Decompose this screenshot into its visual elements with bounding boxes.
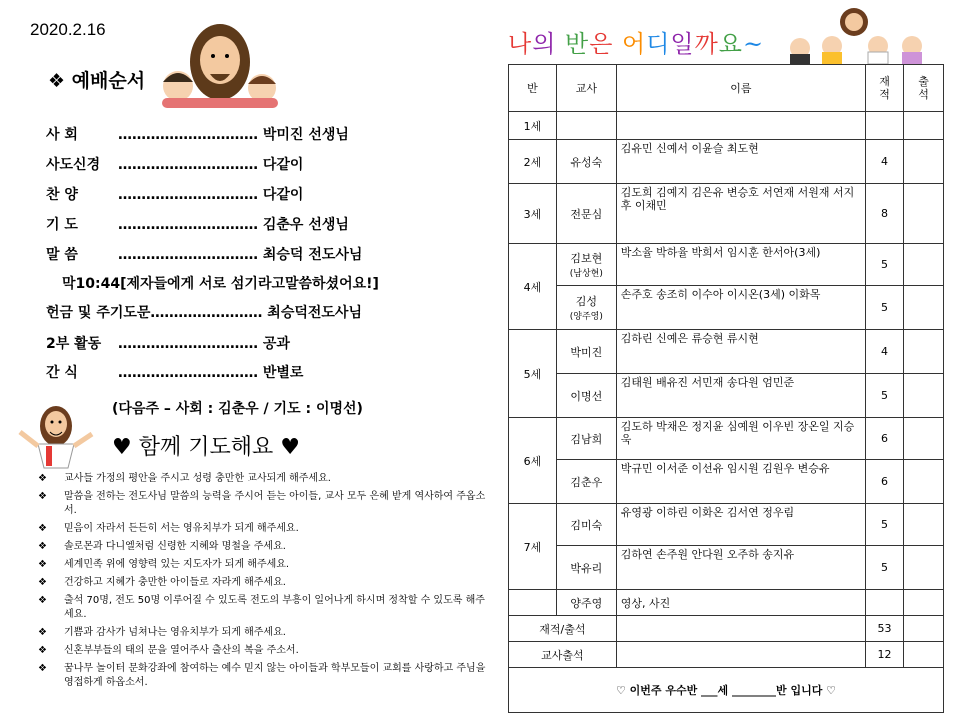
class-names: 박소율 박하율 박희서 임시훈 한서아(3세) xyxy=(616,244,865,286)
class-count: 5 xyxy=(866,504,904,546)
table-row xyxy=(509,504,944,546)
enrolled-label: 재적/출석 xyxy=(509,616,617,642)
table-row xyxy=(509,418,944,460)
order-value: 최승덕전도사님 xyxy=(267,305,362,321)
table-row xyxy=(509,546,944,590)
prayer-item: ❖ 믿음이 자라서 든든히 서는 영유치부가 되게 해주세요. xyxy=(38,522,299,534)
sermon-verse: 막10:44[제자들에게 서로 섬기라고말씀하셨어요!] xyxy=(62,276,379,292)
order-row-prayer: 기 도 ………………………… 김춘우 선생님 xyxy=(46,214,349,234)
class-count: 4 xyxy=(866,330,904,374)
class-table xyxy=(508,64,944,713)
order-row-snack: 간 식 ………………………… 반별로 xyxy=(46,362,303,382)
class-teacher: 양주영 xyxy=(556,590,616,616)
header-ban: 반 xyxy=(509,65,557,112)
class-ban: 7세 xyxy=(509,504,557,590)
diamond-bullet-icon: ❖ xyxy=(38,558,47,570)
table-row xyxy=(509,112,944,140)
worship-order-title-text: 예배순서 xyxy=(71,70,146,92)
order-value: 다같이 xyxy=(262,157,304,173)
teacher-attend-total: 12 xyxy=(866,642,904,668)
class-names: 김태원 배유진 서민재 송다원 엄민준 xyxy=(616,374,865,418)
diamond-bullet-icon: ❖ xyxy=(38,473,47,484)
jesus-running-illustration xyxy=(14,402,96,472)
order-value: 반별로 xyxy=(262,365,304,381)
class-ban: 2세 xyxy=(509,140,557,184)
table-row xyxy=(509,590,944,616)
prayer-item: ❖ 출석 70명, 전도 50명 이루어질 수 있도록 전도의 부흥이 일어나게 하시며 정착할 수 있도록 해주세요. xyxy=(38,595,485,620)
class-teacher: 김춘우 xyxy=(556,460,616,504)
order-row-praise: 찬 양 ………………………… 다같이 xyxy=(46,184,303,204)
class-names: 유영광 이하린 이화온 김서연 정우림 xyxy=(616,504,865,546)
class-names: 손주호 송조히 이수아 이시온(3세) 이화목 xyxy=(616,286,865,330)
table-row xyxy=(509,374,944,418)
diamond-bullet-icon: ❖ xyxy=(38,626,47,638)
class-count: 5 xyxy=(866,244,904,286)
class-teacher: 유성숙 xyxy=(556,140,616,184)
class-names: 김하연 손주원 안다원 오주하 송지유 xyxy=(616,546,865,590)
diamond-bullet-icon: ❖ xyxy=(38,522,47,534)
header-attend: 출석 xyxy=(904,65,944,112)
kids-illustration xyxy=(786,4,946,64)
teacher-attend-row xyxy=(509,642,944,668)
prayer-item: ❖ 기쁨과 감사가 넘쳐나는 영유치부가 되게 해주세요. xyxy=(38,626,286,638)
order-value: 다같이 xyxy=(262,187,304,203)
order-value: 박미진 선생님 xyxy=(262,127,349,143)
order-label: 찬 양 xyxy=(46,187,78,203)
order-label: 말 씀 xyxy=(46,247,78,263)
diamond-bullet-icon: ❖ xyxy=(38,663,47,675)
jesus-children-illustration xyxy=(150,18,285,110)
prayer-item: ❖ 세계민족 위에 영향력 있는 지도자가 되게 해주세요. xyxy=(38,558,290,570)
bulletin-date: 2020.2.16 xyxy=(30,20,106,39)
class-ban: 5세 xyxy=(509,330,557,418)
class-names: 김도하 박채은 정지윤 심예원 이우빈 장온일 지승욱 xyxy=(616,418,865,460)
order-label: 2부 활동 xyxy=(46,336,102,352)
class-names: 영상, 사진 xyxy=(616,590,865,616)
order-label: 사도신경 xyxy=(46,157,101,173)
table-header-row xyxy=(509,65,944,112)
order-row-creed: 사도신경 ………………………… 다같이 xyxy=(46,154,303,174)
class-count: 5 xyxy=(866,286,904,330)
table-row xyxy=(509,140,944,184)
order-value: 최승덕 전도사님 xyxy=(262,247,363,263)
class-ban: 6세 xyxy=(509,418,557,504)
class-count: 6 xyxy=(866,460,904,504)
diamond-bullet-icon: ❖ xyxy=(38,595,47,607)
class-teacher: 이명선 xyxy=(556,374,616,418)
class-teacher: 전문심 xyxy=(556,184,616,244)
order-row-host: 사 회 ………………………… 박미진 선생님 xyxy=(46,124,349,144)
class-names: 김하린 신예은 류승현 류시현 xyxy=(616,330,865,374)
class-count: 5 xyxy=(866,546,904,590)
prayer-item: ❖ 솔로몬과 다니엘처럼 신령한 지혜와 명철을 주세요. xyxy=(38,540,286,552)
teacher-attend-label: 교사출석 xyxy=(509,642,617,668)
prayer-item: ❖ 신혼부부들의 태의 문을 열어주사 출산의 복을 주소서. xyxy=(38,644,299,656)
order-label: 간 식 xyxy=(46,365,78,381)
enrolled-total: 53 xyxy=(866,616,904,642)
order-label: 사 회 xyxy=(46,127,78,143)
class-count: 4 xyxy=(866,140,904,184)
class-names: 박규민 이서준 이선유 임시원 김원우 변승유 xyxy=(616,460,865,504)
class-count: 5 xyxy=(866,374,904,418)
header-teacher: 교사 xyxy=(556,65,616,112)
class-teacher: 박유리 xyxy=(556,546,616,590)
prayer-list xyxy=(38,472,488,694)
class-teacher: 김보현 (남상현) xyxy=(556,244,616,286)
class-names: 김도희 김예지 김은유 변승호 서연재 서원재 서지후 이채민 xyxy=(616,184,865,244)
class-teacher: 김남희 xyxy=(556,418,616,460)
prayer-item: ❖ 건강하고 지혜가 충만한 아이들로 자라게 해주세요. xyxy=(38,577,286,589)
class-ban: 1세 xyxy=(509,112,557,140)
class-teacher: 김성 (양주영) xyxy=(556,286,616,330)
enrolled-total-row xyxy=(509,616,944,642)
class-ban: 3세 xyxy=(509,184,557,244)
best-class-row xyxy=(509,668,944,713)
diamond-bullet-icon: ❖ xyxy=(38,540,47,552)
table-row xyxy=(509,184,944,244)
table-row xyxy=(509,244,944,286)
table-row xyxy=(509,460,944,504)
diamond-bullet-icon: ❖ xyxy=(38,577,47,589)
next-week-note: (다음주 – 사회 : 김춘우 / 기도 : 이명선) xyxy=(112,401,363,417)
order-value: 공과 xyxy=(262,336,290,352)
class-ban: 4세 xyxy=(509,244,557,330)
diamond-bullet-icon: ❖ xyxy=(48,70,66,92)
class-section-title: 나의 반은 어디일까요~ xyxy=(508,30,765,58)
prayer-item: ❖ 말씀을 전하는 전도사님 말씀의 능력을 주시어 듣는 아이들, 교사 모두 은혜 받게 역사하여 주옵소서. xyxy=(38,491,486,516)
order-row-offering: 헌금 및 주기도문…………………… 최승덕전도사님 xyxy=(46,305,362,321)
diamond-bullet-icon: ❖ xyxy=(38,644,47,656)
best-class-text: ♡ 이번주 우수반 ___세 ________반 입니다 ♡ xyxy=(509,668,944,713)
order-label: 헌금 및 주기도문 xyxy=(46,305,151,321)
prayer-item: ❖ 교사들 가정의 평안을 주시고 성령 충만한 교사되게 해주세요. xyxy=(38,473,331,484)
order-row-activity: 2부 활동 ………………………… 공과 xyxy=(46,333,290,353)
class-teacher: 김미숙 xyxy=(556,504,616,546)
prayer-title: ♥ 함께 기도해요 ♥ xyxy=(112,435,300,460)
order-label: 기 도 xyxy=(46,217,78,233)
table-row xyxy=(509,330,944,374)
header-names: 이름 xyxy=(616,65,865,112)
worship-order-title xyxy=(48,66,145,93)
class-count: 6 xyxy=(866,418,904,460)
diamond-bullet-icon: ❖ xyxy=(38,491,47,503)
class-count: 8 xyxy=(866,184,904,244)
order-row-sermon: 말 씀 ………………………… 최승덕 전도사님 xyxy=(46,244,362,264)
class-names: 김유민 신예서 이윤슬 최도현 xyxy=(616,140,865,184)
table-row xyxy=(509,286,944,330)
class-teacher: 박미진 xyxy=(556,330,616,374)
header-enrolled: 재적 xyxy=(866,65,904,112)
order-value: 김춘우 선생님 xyxy=(262,217,349,233)
prayer-item: ❖ 꿈나무 놀이터 문화강좌에 참여하는 예수 믿지 않는 아이들과 학부모들이 교회를 사랑하고 주님을 영접하게 하옵소서. xyxy=(38,663,486,688)
